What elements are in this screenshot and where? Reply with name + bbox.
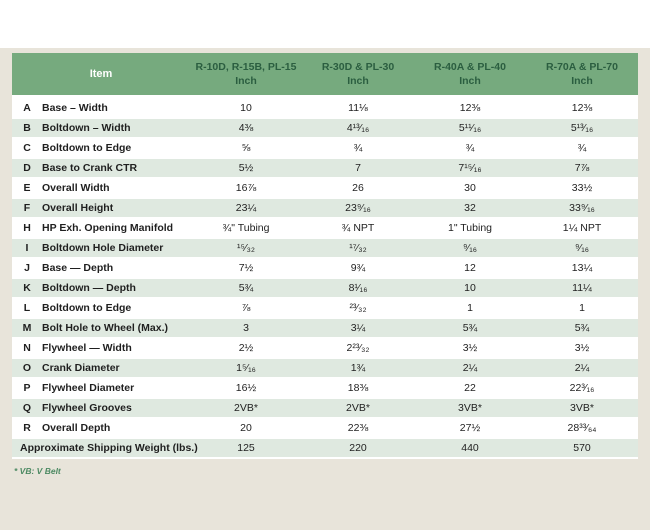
value-cell: ²³⁄₃₂ — [349, 302, 367, 314]
value-cell: 22 — [464, 382, 476, 394]
value-cell: 125 — [237, 442, 255, 454]
table-row — [12, 299, 638, 319]
column-header — [414, 60, 526, 88]
value-cell: 1¼ NPT — [562, 222, 602, 234]
item-label: Boltdown to Edge — [42, 142, 132, 154]
value-cell: ⅝ — [241, 142, 251, 154]
value-cell: 1¾ — [350, 362, 366, 374]
item-label: Overall Width — [42, 182, 110, 194]
column-header — [302, 60, 414, 88]
value-cell: 12⅜ — [459, 102, 481, 114]
value-cell: 9¾ — [350, 262, 366, 274]
value-cell: ¾" Tubing — [222, 222, 270, 234]
page-background — [0, 48, 650, 530]
value-cell: 20 — [240, 422, 252, 434]
item-label: Bolt Hole to Wheel (Max.) — [42, 322, 168, 334]
row-letter: A — [23, 102, 31, 114]
item-label: Boltdown — Depth — [42, 282, 136, 294]
table-row — [12, 99, 638, 119]
column-unit-label: Inch — [235, 75, 257, 87]
shipping-weight-label: Approximate Shipping Weight (lbs.) — [20, 442, 198, 454]
table-row — [12, 399, 638, 419]
value-cell: ⅞ — [241, 302, 251, 314]
value-cell: 2²³⁄₃₂ — [346, 342, 370, 354]
value-cell: ¾ — [465, 142, 475, 154]
value-cell: 12⅜ — [571, 102, 593, 114]
item-label: Crank Diameter — [42, 362, 120, 374]
dimensions-table — [12, 53, 638, 459]
row-letter: Q — [22, 402, 32, 414]
column-unit-label: Inch — [347, 75, 369, 87]
row-letter: K — [23, 282, 31, 294]
row-letter: D — [23, 162, 31, 174]
value-cell: ⁹⁄₁₆ — [574, 242, 590, 254]
column-unit-label: Inch — [459, 75, 481, 87]
item-label: Flywheel Grooves — [42, 402, 132, 414]
value-cell: 5¹³⁄₁₆ — [570, 122, 594, 134]
row-letter: J — [24, 262, 30, 274]
item-label: Boltdown – Width — [42, 122, 131, 134]
value-cell: 2¼ — [574, 362, 590, 374]
item-label: Base — Depth — [42, 262, 114, 274]
value-cell: 28³³⁄₆₄ — [567, 422, 597, 434]
table-header-row — [12, 53, 638, 95]
table-row — [12, 359, 638, 379]
value-cell: 2½ — [238, 342, 254, 354]
item-label: Base to Crank CTR — [42, 162, 138, 174]
value-cell: 18⅜ — [347, 382, 369, 394]
column-model-label: R-30D & PL-30 — [321, 60, 395, 73]
value-cell: 13¼ — [571, 262, 593, 274]
value-cell: 5¾ — [238, 282, 254, 294]
value-cell: 5½ — [238, 162, 254, 174]
value-cell: 2VB* — [346, 402, 370, 414]
top-white-band — [0, 0, 650, 48]
value-cell: 3 — [243, 322, 249, 334]
value-cell: ¾ — [577, 142, 587, 154]
row-letter: R — [23, 422, 31, 434]
row-letter: F — [23, 202, 31, 214]
value-cell: 1" Tubing — [447, 222, 492, 234]
value-cell: 1 — [579, 302, 585, 314]
table-row — [12, 199, 638, 219]
value-cell: 2VB* — [234, 402, 258, 414]
value-cell: 3½ — [462, 342, 478, 354]
item-column-header: Item — [89, 68, 113, 80]
value-cell: ¾ — [353, 142, 363, 154]
item-label: Flywheel Diameter — [42, 382, 135, 394]
column-unit-label: Inch — [571, 75, 593, 87]
item-label: Overall Depth — [42, 422, 111, 434]
row-letter: B — [23, 122, 31, 134]
row-letter: I — [25, 242, 29, 254]
value-cell: 10 — [240, 102, 252, 114]
value-cell: 23⁹⁄₁₆ — [345, 202, 371, 214]
item-label: HP Exh. Opening Manifold — [42, 222, 174, 234]
value-cell: ¹⁷⁄₃₂ — [349, 242, 367, 254]
row-letter: C — [23, 142, 31, 154]
value-cell: 23¼ — [235, 202, 257, 214]
value-cell: 3VB* — [458, 402, 482, 414]
row-letter: P — [23, 382, 31, 394]
value-cell: 33⁹⁄₁₆ — [569, 202, 595, 214]
column-model-label: R-40A & PL-40 — [434, 60, 506, 73]
table-row — [12, 419, 638, 439]
value-cell: 570 — [573, 442, 591, 454]
table-row — [12, 219, 638, 239]
value-cell: 5¾ — [574, 322, 590, 334]
value-cell: 8¹⁄₁₆ — [348, 282, 368, 294]
row-letter: L — [23, 302, 31, 314]
value-cell: 7½ — [238, 262, 254, 274]
column-header — [190, 60, 302, 88]
value-cell: 5¾ — [462, 322, 478, 334]
column-model-label: R-70A & PL-70 — [546, 60, 618, 73]
table-row — [12, 119, 638, 139]
value-cell: 22³⁄₁₆ — [569, 382, 595, 394]
column-model-label: R-10D, R-15B, PL-15 — [195, 60, 297, 73]
item-label: Base – Width — [42, 102, 108, 114]
value-cell: 3½ — [574, 342, 590, 354]
item-label: Boltdown Hole Diameter — [42, 242, 164, 254]
row-letter: M — [22, 322, 32, 334]
value-cell: 220 — [349, 442, 367, 454]
value-cell: 12 — [464, 262, 476, 274]
value-cell: 16⅞ — [235, 182, 257, 194]
value-cell: 4⅜ — [238, 122, 254, 134]
value-cell: 3VB* — [570, 402, 594, 414]
table-row — [12, 179, 638, 199]
value-cell: 7¹⁵⁄₁₆ — [458, 162, 482, 174]
value-cell: 27½ — [459, 422, 481, 434]
row-letter: N — [23, 342, 31, 354]
row-letter: O — [22, 362, 32, 374]
value-cell: 22⅜ — [347, 422, 369, 434]
value-cell: 4¹³⁄₁₆ — [346, 122, 370, 134]
table-row — [12, 279, 638, 299]
value-cell: 5¹¹⁄₁₆ — [458, 122, 482, 134]
value-cell: 11⅛ — [348, 102, 368, 114]
value-cell: 3¼ — [350, 322, 366, 334]
row-letter: H — [23, 222, 31, 234]
shipping-weight-row — [12, 439, 638, 459]
value-cell: 11¼ — [572, 282, 592, 294]
table-row — [12, 259, 638, 279]
value-cell: 16½ — [235, 382, 257, 394]
value-cell: 7⅞ — [574, 162, 590, 174]
value-cell: 32 — [464, 202, 476, 214]
value-cell: ¹⁵⁄₃₂ — [237, 242, 255, 254]
column-header — [526, 60, 638, 88]
value-cell: 10 — [464, 282, 476, 294]
item-label: Boltdown to Edge — [42, 302, 132, 314]
item-label: Overall Height — [42, 202, 114, 214]
value-cell: 2¼ — [462, 362, 478, 374]
table-row — [12, 379, 638, 399]
table-row — [12, 159, 638, 179]
value-cell: 26 — [352, 182, 364, 194]
value-cell: 30 — [464, 182, 476, 194]
value-cell: ¾ NPT — [341, 222, 375, 234]
value-cell: 1 — [467, 302, 473, 314]
table-row — [12, 339, 638, 359]
table-body — [12, 99, 638, 459]
table-row — [12, 139, 638, 159]
row-letter: E — [23, 182, 31, 194]
value-cell: 1⁵⁄₁₆ — [236, 362, 256, 374]
value-cell: 7 — [355, 162, 361, 174]
value-cell: 33½ — [571, 182, 593, 194]
value-cell: ⁹⁄₁₆ — [462, 242, 478, 254]
item-label: Flywheel — Width — [42, 342, 132, 354]
vbelt-footnote: * VB: V Belt — [14, 466, 61, 476]
table-row — [12, 239, 638, 259]
value-cell: 440 — [461, 442, 479, 454]
table-row — [12, 319, 638, 339]
